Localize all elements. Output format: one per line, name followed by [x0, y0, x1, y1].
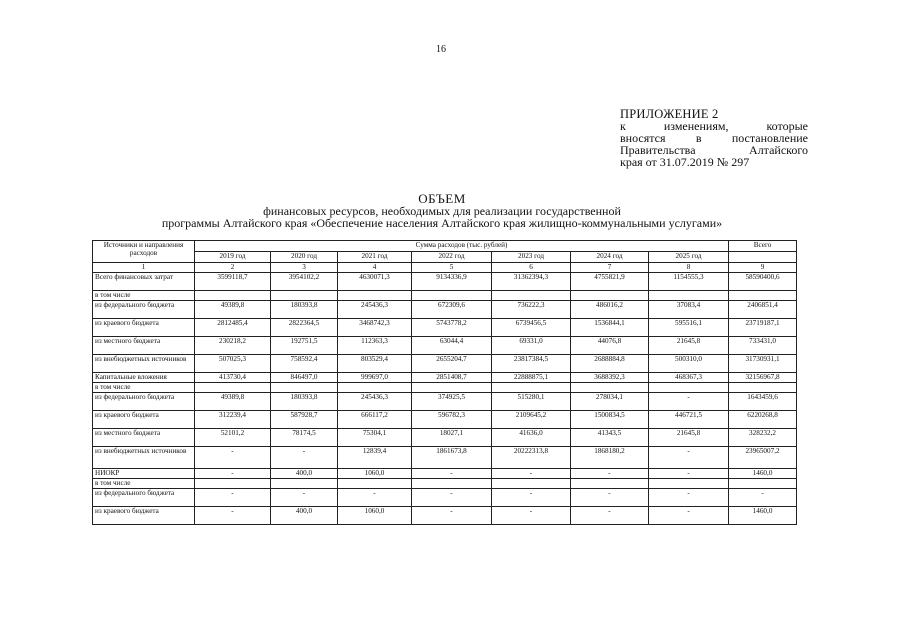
row-value-cell: [195, 291, 271, 301]
header-year: 2020 год: [271, 252, 338, 263]
row-value-cell: [571, 291, 649, 301]
row-value-cell: -: [649, 393, 729, 411]
row-label: в том числе: [93, 291, 195, 301]
row-total-cell: 23965007,2: [729, 447, 797, 469]
row-value-cell: [571, 479, 649, 489]
row-total-cell: 23719187,1: [729, 319, 797, 337]
row-value-cell: [412, 291, 492, 301]
table-row: [93, 301, 797, 319]
row-value-cell: -: [195, 507, 271, 525]
header-year: 2025 год: [649, 252, 729, 263]
row-value-cell: 230218,2: [195, 337, 271, 355]
row-value-cell: 5743778,2: [412, 319, 492, 337]
row-value-cell: 63044,4: [412, 337, 492, 355]
row-value-cell: 3599118,7: [195, 273, 271, 291]
table-row: [93, 393, 797, 411]
row-total-cell: 58590400,6: [729, 273, 797, 291]
row-value-cell: 803529,4: [338, 355, 412, 373]
row-total-cell: -: [729, 489, 797, 507]
row-value-cell: [338, 479, 412, 489]
row-value-cell: 20222313,8: [492, 447, 571, 469]
row-label: из внебюджетных источников: [93, 355, 195, 373]
row-value-cell: 41343,5: [571, 429, 649, 447]
row-value-cell: 3688392,3: [571, 373, 649, 383]
row-value-cell: 413730,4: [195, 373, 271, 383]
row-value-cell: 2109645,2: [492, 411, 571, 429]
appendix-line: Правительства Алтайского: [620, 143, 808, 157]
appendix-block: [620, 108, 808, 168]
row-value-cell: 4630071,3: [338, 273, 412, 291]
row-value-cell: 515280,1: [492, 393, 571, 411]
row-value-cell: 23817384,5: [492, 355, 571, 373]
row-value-cell: [649, 383, 729, 393]
row-value-cell: [195, 479, 271, 489]
row-value-cell: 21645,8: [649, 429, 729, 447]
header-sum: Сумма расходов (тыс. рублей): [195, 241, 729, 252]
row-value-cell: 1060,0: [338, 507, 412, 525]
row-value-cell: 31362394,3: [492, 273, 571, 291]
table-row: [93, 507, 797, 525]
row-value-cell: [338, 291, 412, 301]
row-value-cell: 41636,0: [492, 429, 571, 447]
row-value-cell: -: [571, 489, 649, 507]
row-value-cell: [412, 479, 492, 489]
row-label: из федерального бюджета: [93, 489, 195, 507]
table-row: [93, 291, 797, 301]
row-value-cell: 1500834,5: [571, 411, 649, 429]
row-value-cell: -: [271, 489, 338, 507]
row-total-cell: 31730931,1: [729, 355, 797, 373]
row-value-cell: -: [195, 469, 271, 479]
row-value-cell: -: [271, 447, 338, 469]
table-row: [93, 429, 797, 447]
row-value-cell: -: [338, 489, 412, 507]
row-value-cell: 3954102,2: [271, 273, 338, 291]
row-total-cell: 1460,0: [729, 507, 797, 525]
row-value-cell: -: [571, 469, 649, 479]
table-row: [93, 373, 797, 383]
column-number: 6: [492, 263, 571, 273]
row-value-cell: -: [649, 507, 729, 525]
row-value-cell: 18027,1: [412, 429, 492, 447]
header-year: 2022 год: [412, 252, 492, 263]
column-number: 4: [338, 263, 412, 273]
table-row: [93, 337, 797, 355]
row-value-cell: [649, 479, 729, 489]
row-value-cell: -: [195, 447, 271, 469]
row-value-cell: 49389,8: [195, 301, 271, 319]
row-value-cell: [649, 291, 729, 301]
heading-title: ОБЪЕМ: [418, 191, 466, 206]
row-value-cell: 446721,5: [649, 411, 729, 429]
row-value-cell: 69331,0: [492, 337, 571, 355]
row-value-cell: 999697,0: [338, 373, 412, 383]
row-value-cell: 180393,8: [271, 301, 338, 319]
table-body: [93, 273, 797, 525]
row-value-cell: 672309,6: [412, 301, 492, 319]
row-value-cell: [571, 383, 649, 393]
row-value-cell: 312239,4: [195, 411, 271, 429]
row-value-cell: -: [412, 507, 492, 525]
row-value-cell: [338, 383, 412, 393]
table-row: [93, 479, 797, 489]
row-value-cell: 37083,4: [649, 301, 729, 319]
row-value-cell: 666117,2: [338, 411, 412, 429]
row-value-cell: 2822364,5: [271, 319, 338, 337]
heading-line-1: финансовых ресурсов, необходимых для реализации государственной: [263, 204, 621, 218]
row-value-cell: 758592,4: [271, 355, 338, 373]
row-total-cell: [729, 291, 797, 301]
row-value-cell: 44076,8: [571, 337, 649, 355]
row-value-cell: 1536844,1: [571, 319, 649, 337]
row-value-cell: 400,0: [271, 507, 338, 525]
row-label: из местного бюджета: [93, 429, 195, 447]
row-value-cell: 846497,0: [271, 373, 338, 383]
row-label: из краевого бюджета: [93, 319, 195, 337]
row-value-cell: [195, 383, 271, 393]
appendix-line: вносятся в постановление: [620, 131, 808, 145]
column-number: 5: [412, 263, 492, 273]
row-value-cell: -: [412, 489, 492, 507]
column-number: 2: [195, 263, 271, 273]
row-label: в том числе: [93, 479, 195, 489]
row-value-cell: 4755821,9: [571, 273, 649, 291]
row-value-cell: 2688884,8: [571, 355, 649, 373]
row-value-cell: [271, 291, 338, 301]
row-value-cell: [492, 291, 571, 301]
header-year: 2024 год: [571, 252, 649, 263]
row-value-cell: 22888875,1: [492, 373, 571, 383]
header-year: 2021 год: [338, 252, 412, 263]
row-value-cell: -: [571, 507, 649, 525]
row-label: Всего финансовых затрат: [93, 273, 195, 291]
row-label: в том числе: [93, 383, 195, 393]
row-label: из краевого бюджета: [93, 507, 195, 525]
header-source: Источники и направления расходов: [93, 241, 195, 263]
row-label: из краевого бюджета: [93, 411, 195, 429]
row-value-cell: 1154555,3: [649, 273, 729, 291]
row-value-cell: 1868180,2: [571, 447, 649, 469]
row-label: Капитальные вложения: [93, 373, 195, 383]
table-row: [93, 273, 797, 291]
row-total-cell: 733431,0: [729, 337, 797, 355]
column-number: 3: [271, 263, 338, 273]
table-row: [93, 469, 797, 479]
row-total-cell: 32156967,8: [729, 373, 797, 383]
budget-table: [92, 240, 797, 525]
row-value-cell: 2655204,7: [412, 355, 492, 373]
row-value-cell: [412, 383, 492, 393]
heading-line-2: программы Алтайского края «Обеспечение населения Алтайского края жилищно-коммунальными услугами»: [161, 216, 723, 230]
row-value-cell: 500310,0: [649, 355, 729, 373]
row-value-cell: 245436,3: [338, 301, 412, 319]
row-total-cell: 2406851,4: [729, 301, 797, 319]
row-value-cell: 6739456,5: [492, 319, 571, 337]
header-year: 2023 год: [492, 252, 571, 263]
row-value-cell: -: [649, 469, 729, 479]
row-value-cell: [271, 383, 338, 393]
row-value-cell: -: [649, 447, 729, 469]
page-number: 16: [436, 44, 446, 55]
appendix-title: ПРИЛОЖЕНИЕ 2: [620, 107, 719, 121]
table-row: [93, 489, 797, 507]
document-heading: [90, 193, 794, 229]
row-value-cell: -: [492, 507, 571, 525]
row-value-cell: 245436,3: [338, 393, 412, 411]
row-value-cell: 400,0: [271, 469, 338, 479]
table-row: [93, 355, 797, 373]
row-value-cell: [271, 479, 338, 489]
row-value-cell: 486016,2: [571, 301, 649, 319]
row-value-cell: 1060,0: [338, 469, 412, 479]
row-value-cell: 49389,8: [195, 393, 271, 411]
row-value-cell: [492, 479, 571, 489]
table-row: [93, 319, 797, 337]
row-value-cell: 736222,3: [492, 301, 571, 319]
row-value-cell: 78174,5: [271, 429, 338, 447]
row-value-cell: 192751,5: [271, 337, 338, 355]
row-value-cell: 180393,8: [271, 393, 338, 411]
row-value-cell: 596782,3: [412, 411, 492, 429]
row-value-cell: 2812485,4: [195, 319, 271, 337]
column-number: 9: [729, 263, 797, 273]
row-value-cell: 374925,5: [412, 393, 492, 411]
row-label: из местного бюджета: [93, 337, 195, 355]
row-value-cell: 468367,3: [649, 373, 729, 383]
row-value-cell: 3468742,3: [338, 319, 412, 337]
header-year: 2019 год: [195, 252, 271, 263]
row-value-cell: 587928,7: [271, 411, 338, 429]
row-value-cell: -: [492, 489, 571, 507]
row-value-cell: 278034,1: [571, 393, 649, 411]
row-value-cell: 21645,8: [649, 337, 729, 355]
row-label: НИОКР: [93, 469, 195, 479]
row-value-cell: -: [412, 469, 492, 479]
table-row: [93, 447, 797, 469]
header-year-empty: [729, 252, 797, 263]
table-row: [93, 383, 797, 393]
row-label: из внебюджетных источников: [93, 447, 195, 469]
row-total-cell: [729, 383, 797, 393]
row-value-cell: -: [195, 489, 271, 507]
row-value-cell: 75304,1: [338, 429, 412, 447]
row-value-cell: 12839,4: [338, 447, 412, 469]
table-row: [93, 411, 797, 429]
row-label: из федерального бюджета: [93, 301, 195, 319]
row-value-cell: -: [492, 469, 571, 479]
row-value-cell: 1861673,8: [412, 447, 492, 469]
row-value-cell: 595516,1: [649, 319, 729, 337]
row-total-cell: 328232,2: [729, 429, 797, 447]
row-label: из федерального бюджета: [93, 393, 195, 411]
appendix-line: к изменениям, которые: [620, 119, 808, 133]
column-number: 1: [93, 263, 195, 273]
row-total-cell: [729, 479, 797, 489]
row-value-cell: 507025,3: [195, 355, 271, 373]
row-value-cell: 112363,3: [338, 337, 412, 355]
row-value-cell: -: [649, 489, 729, 507]
column-number: 8: [649, 263, 729, 273]
row-value-cell: 9134336,9: [412, 273, 492, 291]
row-value-cell: [492, 383, 571, 393]
row-value-cell: 52101,2: [195, 429, 271, 447]
row-total-cell: 1643459,6: [729, 393, 797, 411]
column-number: 7: [571, 263, 649, 273]
row-total-cell: 1460,0: [729, 469, 797, 479]
header-total: Всего: [729, 241, 797, 252]
appendix-line: края от 31.07.2019 № 297: [620, 155, 750, 169]
row-total-cell: 6220268,8: [729, 411, 797, 429]
row-value-cell: 2851408,7: [412, 373, 492, 383]
